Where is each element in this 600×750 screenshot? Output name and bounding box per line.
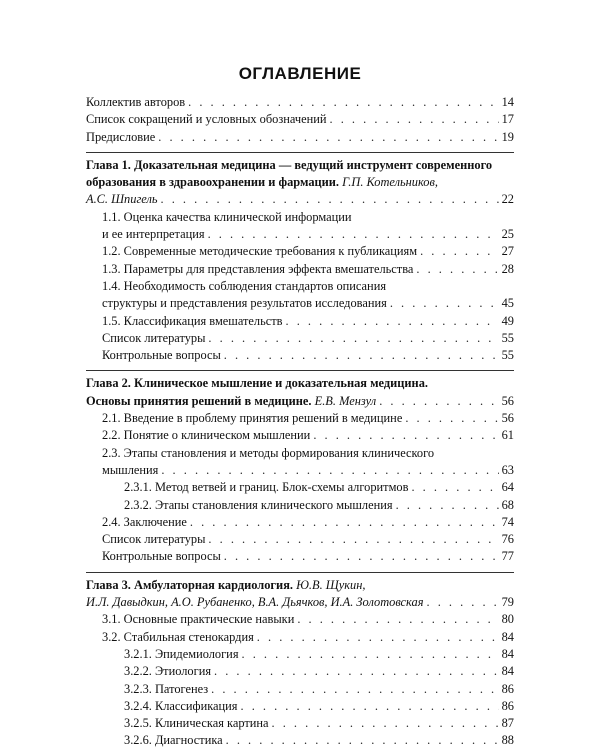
dot-leader	[297, 611, 498, 628]
toc-entry-title: Список сокращений и условных обозначений	[86, 112, 327, 127]
dot-leader	[427, 594, 499, 611]
toc-entry-title: 3.2.5. Клиническая картина	[124, 716, 269, 731]
dot-leader	[416, 261, 498, 278]
toc-entry[interactable]	[86, 611, 514, 628]
toc-page-number: 61	[501, 428, 514, 443]
toc-entry-title: мышления	[102, 462, 159, 477]
dot-leader	[379, 393, 498, 410]
chapter-3-heading[interactable]	[86, 577, 514, 594]
chapter-1-heading-line2: образования в здравоохранении и фармации.	[86, 175, 340, 190]
dot-leader	[241, 698, 499, 715]
table-of-contents	[86, 94, 514, 750]
toc-entry-title: 3.2. Стабильная стенокардия	[102, 629, 254, 644]
dot-leader	[390, 295, 499, 312]
dot-leader	[313, 427, 498, 444]
toc-entry-title: 3.2.3. Патогенез	[124, 681, 209, 696]
toc-entry[interactable]	[86, 347, 514, 364]
toc-entry-title: Коллектив авторов	[86, 95, 186, 109]
toc-page-number: 84	[501, 629, 514, 644]
chapter-1-authors: Г.П. Котельников,	[342, 175, 438, 190]
toc-page-number: 19	[501, 129, 514, 144]
toc-page-number: 74	[501, 514, 514, 529]
toc-entry-title: 3.2.4. Классификация	[124, 698, 238, 713]
toc-entry-title: Контрольные вопросы	[102, 549, 221, 564]
toc-page-number: 28	[501, 261, 514, 276]
toc-entry[interactable]	[86, 629, 514, 646]
toc-entry-title: 1.3. Параметры для представления эффекта вмешательства	[102, 261, 414, 276]
toc-entry[interactable]	[86, 295, 514, 312]
toc-page-number: 14	[501, 95, 514, 109]
toc-subentry[interactable]	[86, 681, 514, 698]
toc-page-number: 76	[501, 532, 514, 547]
toc-entry-title: 3.1. Основные практические навыки	[102, 612, 295, 627]
toc-page-number: 49	[501, 313, 514, 328]
toc-entry[interactable]	[86, 261, 514, 278]
dot-leader	[211, 681, 498, 698]
toc-entry[interactable]	[86, 531, 514, 548]
chapter-divider	[86, 370, 514, 371]
chapter-3-heading-line1: Глава 3. Амбулаторная кардиология.	[86, 577, 294, 592]
chapter-3-authors: Ю.В. Щукин,	[296, 577, 366, 592]
toc-entry-title: 3.2.6. Диагностика	[124, 733, 223, 748]
toc-subentry[interactable]	[86, 497, 514, 514]
toc-section-title[interactable]: 1.1. Оценка качества клинической информации	[102, 209, 352, 224]
chapter-3-entry[interactable]	[86, 594, 514, 611]
toc-entry-title: 1.2. Современные методические требования к публикациям	[102, 244, 418, 259]
dot-leader	[396, 497, 499, 514]
toc-entry-title: 2.3.1. Метод ветвей и границ. Блок-схемы алгоритмов	[124, 480, 409, 495]
toc-page-number: 56	[501, 411, 514, 426]
toc-subentry[interactable]	[86, 663, 514, 680]
toc-page-number: 68	[501, 497, 514, 512]
chapter-2-authors: Е.В. Мензул	[314, 393, 377, 408]
toc-page-number: 88	[501, 733, 514, 748]
toc-entry-title: 3.2.1. Эпидемиология	[124, 646, 239, 661]
chapter-2-heading-cont	[86, 393, 376, 410]
toc-entry-title: 1.5. Классификация вмешательств	[102, 313, 283, 328]
toc-subentry[interactable]	[86, 646, 514, 663]
toc-page-number: 64	[501, 480, 514, 495]
dot-leader	[188, 94, 498, 111]
toc-page-number: 86	[501, 681, 514, 696]
toc-page-number: 80	[501, 612, 514, 627]
toc-page-number: 17	[501, 112, 514, 127]
dot-leader	[224, 548, 499, 565]
toc-page-number: 22	[501, 192, 514, 207]
toc-entry[interactable]	[86, 462, 514, 479]
chapter-2-heading-line2: Основы принятия решений в медицине.	[86, 393, 312, 408]
toc-entry-title: Предисловие	[86, 129, 156, 144]
dot-leader	[158, 129, 498, 146]
chapter-1-heading[interactable]: Глава 1. Доказательная медицина — ведущий инструмент современного	[86, 157, 493, 172]
toc-entry-title: 2.4. Заключение	[102, 514, 187, 529]
toc-entry-title: Список литературы	[102, 330, 206, 345]
dot-leader	[190, 514, 499, 531]
chapter-divider	[86, 572, 514, 573]
toc-entry-title: 2.2. Понятие о клиническом мышлении	[102, 428, 311, 443]
dot-leader	[330, 111, 499, 128]
toc-entry[interactable]	[86, 427, 514, 444]
toc-page-number: 45	[501, 296, 514, 311]
toc-entry[interactable]	[86, 548, 514, 565]
chapter-1-heading-cont[interactable]	[86, 174, 514, 191]
toc-page-number: 63	[501, 462, 514, 477]
toc-entry[interactable]	[86, 313, 514, 330]
toc-entry[interactable]	[86, 243, 514, 260]
dot-leader	[257, 629, 499, 646]
toc-entry-title: 2.1. Введение в проблему принятия решений в медицине	[102, 411, 403, 426]
chapter-divider	[86, 152, 514, 153]
dot-leader	[226, 732, 499, 749]
dot-leader	[214, 663, 499, 680]
toc-subentry[interactable]	[86, 479, 514, 496]
dot-leader	[208, 330, 498, 347]
dot-leader	[411, 479, 498, 496]
chapter-3-authors-cont: И.Л. Давыдкин, А.О. Рубаненко, В.А. Дьячков, И.А. Золотовская	[86, 595, 424, 610]
toc-page-number: 79	[501, 595, 514, 610]
toc-entry-title: Список литературы	[102, 532, 206, 547]
toc-section-title[interactable]: 1.4. Необходимость соблюдения стандартов описания	[102, 278, 387, 293]
chapter-2-entry[interactable]	[86, 393, 514, 410]
toc-entry[interactable]	[86, 226, 514, 243]
toc-page-number: 84	[501, 664, 514, 679]
toc-entry[interactable]	[86, 111, 514, 128]
toc-entry-title: структуры и представления результатов исследования	[102, 296, 387, 311]
toc-entry[interactable]	[86, 94, 514, 111]
toc-page-number: 86	[501, 698, 514, 713]
toc-section-title[interactable]: 2.3. Этапы становления и методы формирования клинического	[102, 445, 435, 460]
toc-entry-title: и ее интерпретация	[102, 227, 205, 242]
toc-page-number: 27	[501, 244, 514, 259]
toc-subentry[interactable]	[86, 698, 514, 715]
toc-page-number: 77	[501, 549, 514, 564]
dot-leader	[286, 313, 499, 330]
chapter-1-entry[interactable]	[86, 191, 514, 208]
dot-leader	[405, 410, 498, 427]
dot-leader	[242, 646, 499, 663]
toc-page-number: 87	[501, 716, 514, 731]
dot-leader	[161, 462, 498, 479]
toc-page-number: 55	[501, 348, 514, 363]
toc-entry-title: 2.3.2. Этапы становления клинического мышления	[124, 497, 393, 512]
dot-leader	[420, 243, 499, 260]
chapter-1-authors-cont: А.С. Шпигель	[86, 192, 158, 207]
toc-page-number: 56	[501, 393, 514, 408]
page-title: ОГЛАВЛЕНИЕ	[238, 64, 362, 83]
toc-page-number: 84	[501, 646, 514, 661]
toc-subentry[interactable]	[86, 715, 514, 732]
toc-entry-title: Контрольные вопросы	[102, 348, 221, 363]
toc-entry-title: 3.2.2. Этиология	[124, 664, 212, 679]
dot-leader	[272, 715, 499, 732]
dot-leader	[208, 226, 499, 243]
toc-entry[interactable]	[86, 330, 514, 347]
dot-leader	[161, 191, 499, 208]
toc-page-number: 25	[501, 227, 514, 242]
toc-entry[interactable]	[86, 410, 514, 427]
dot-leader	[208, 531, 498, 548]
chapter-2-heading[interactable]: Глава 2. Клиническое мышление и доказательная медицина.	[86, 376, 428, 391]
dot-leader	[224, 347, 499, 364]
toc-page-number: 55	[501, 330, 514, 345]
toc-subentry[interactable]	[86, 732, 514, 749]
toc-entry[interactable]	[86, 514, 514, 531]
toc-entry[interactable]	[86, 129, 514, 146]
